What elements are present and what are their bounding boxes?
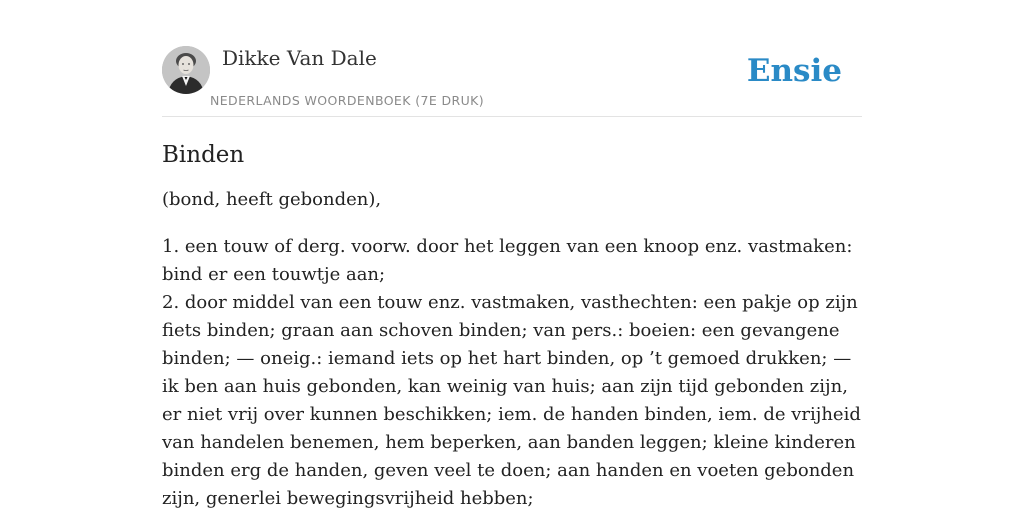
definition-1: 1. een touw of derg. voorw. door het leggen van een knoop enz. vastmaken: bind er een touwtje aan; [162, 236, 853, 285]
source-subtitle: NEDERLANDS WOORDENBOEK (7E DRUK) [210, 93, 485, 108]
entry-title: Binden [162, 142, 245, 168]
portrait-avatar-icon [162, 46, 210, 94]
definition-2: 2. door middel van een touw enz. vastmaken, vasthechten: een pakje op zijn fiets binden; graan aan schoven binden; van pers.: boeien: een gevangene binden; — oneig.: iemand iets op het hart binden, op ’t gemoed drukken; — ik ben aan huis gebonden, kan weinig van huis; aan zijn tijd gebonden zijn, er niet vrij over kunnen beschikken; iem. de handen binden, iem. de vrijheid van handelen benemen, hem beperken, aan banden leggen; kleine kinderen binden erg de handen, geven veel te doen; aan handen en voeten gebonden zijn, generlei bewegingsvrijheid hebben; [162, 292, 861, 509]
entry-content [162, 138, 862, 512]
source-header [162, 46, 862, 117]
avatar[interactable] [162, 46, 210, 94]
source-name[interactable]: Dikke Van Dale [222, 46, 377, 70]
brand-logo[interactable]: Ensie [746, 53, 842, 89]
entry-grammar: (bond, heeft gebonden), [162, 189, 382, 210]
